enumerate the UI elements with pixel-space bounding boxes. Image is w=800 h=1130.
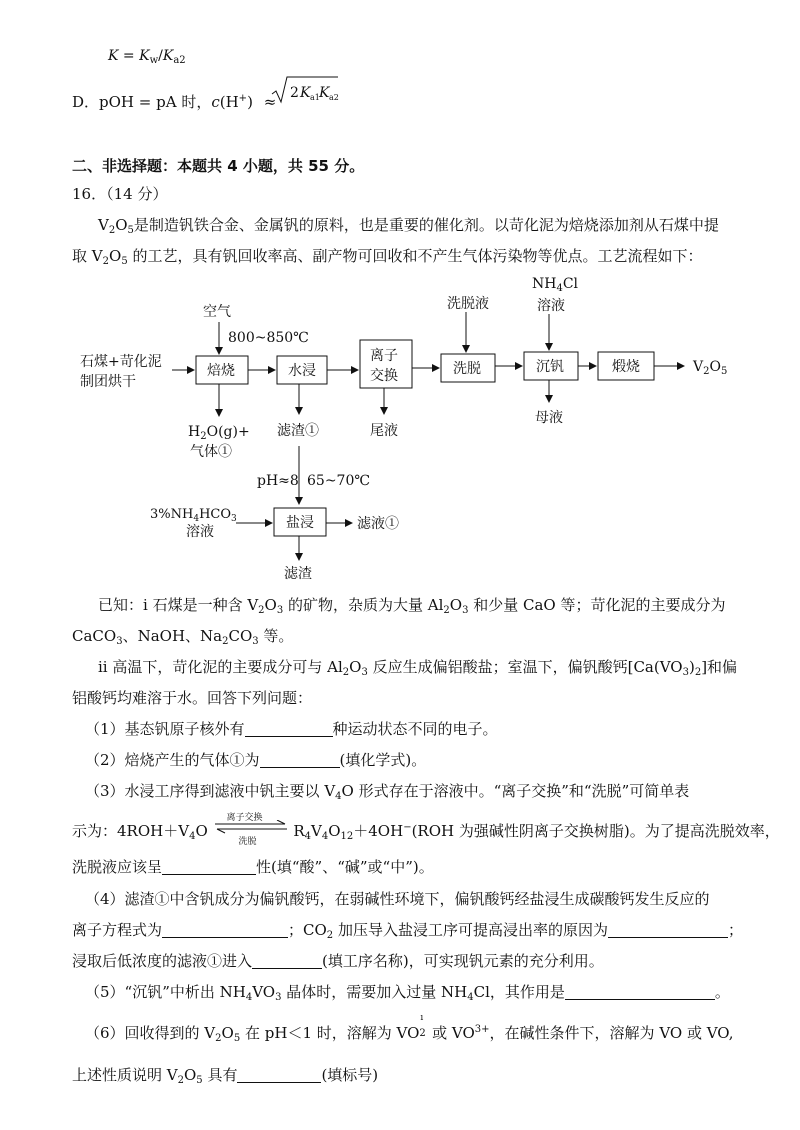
- question-5: （5）“沉钒”中析出 $NH_4VO_3$ 晶体时，需要加入过量 $NH_4Cl$，其作用是 。: [85, 983, 730, 1003]
- question-6-line-1: （6）回收得到的 $V_2O_5$ 在 pH＜1 时，溶解为 VO ı 2 或 $VO^{3+}$，在碱性条件下，溶解为 VO 或 VO,: [85, 1013, 734, 1044]
- question-1: （1）基态钒原子核外有 种运动状态不同的电子。: [85, 720, 498, 738]
- label-nh4cl: $NH_4Cl$: [532, 276, 579, 294]
- known-ii-line-2: 铝酸钙均难溶于水。回答下列问题：: [72, 689, 313, 707]
- question-header: 16．（14 分）: [72, 185, 168, 203]
- section-title: 二、非选择题：本题共 4 小题，共 55 分。: [72, 157, 365, 175]
- box-precipitation-label: 沉钒: [536, 359, 564, 375]
- box-elution-label: 洗脱: [453, 361, 481, 377]
- intro-line-1: $V_2O_5$是制造钒铁合金、金属钒的原料，也是重要的催化剂。以苛化泥为焙烧添加剂从石煤中提: [98, 216, 719, 236]
- question-4-line-2: 离子方程式为 ；$CO_2$ 加压导入盐浸工序可提高浸出率的原因为 ；: [72, 921, 743, 941]
- label-temp2: 65~70℃: [307, 473, 371, 489]
- answer-blank-3[interactable]: [162, 859, 256, 875]
- option-d: D．pOH = pA 时，c(H+) ≈: [72, 93, 277, 111]
- box-ion-exchange-label-1: 离子: [370, 348, 398, 364]
- arrow-label-bottom: 洗脱: [238, 837, 257, 847]
- label-mother-liquor: 母液: [535, 410, 563, 426]
- question-3-line-3: 洗脱液应该呈 性(填“酸”、“碱”或“中”)。: [72, 858, 434, 876]
- question-3-line-1: （3）水浸工序得到滤液中钒主要以 $V_4O$ 形式存在于溶液中。“离子交换”和“洗脱”可简单表: [85, 782, 690, 802]
- answer-blank-4a[interactable]: [162, 922, 288, 938]
- intro-line-2: 取 $V_2O_5$ 的工艺，具有钒回收率高、副产物可回收和不产生气体污染物等优点。工艺流程如下：: [72, 247, 703, 267]
- radical-2: 2: [290, 85, 299, 101]
- answer-blank-5[interactable]: [565, 984, 715, 1000]
- question-4-line-1: （4）滤渣①中含钒成分为偏钒酸钙，在弱碱性环境下，偏钒酸钙经盐浸生成碳酸钙发生反应的: [85, 890, 710, 908]
- question-3-line-2: 示为：$4ROH+V_4O$ 离子交换 洗脱 $R_4V_4O_{12}+4OH^-(ROH$ 为强碱性阴离子交换树脂)。为了提高洗脱效率，: [72, 818, 780, 847]
- answer-blank-6[interactable]: [237, 1067, 321, 1083]
- answer-blank-1[interactable]: [245, 721, 333, 737]
- question-4-line-3: 浸取后低浓度的滤液①进入 (填工序名称)，可实现钒元素的充分利用。: [72, 952, 604, 970]
- answer-blank-4b[interactable]: [608, 922, 728, 938]
- label-residue1: 滤渣①: [277, 423, 319, 439]
- question-6-line-2: 上述性质说明 $V_2O_5$ 具有 (填标号): [72, 1066, 379, 1086]
- label-tail: 尾液: [370, 423, 398, 439]
- label-filtrate1: 滤液①: [357, 516, 399, 532]
- box-water-leach-label: 水浸: [288, 363, 316, 379]
- box-roast-label: 焙烧: [207, 363, 235, 379]
- radical-k1: K: [300, 85, 311, 101]
- known-ii-line-1: ii 高温下，苛化泥的主要成分可与 $Al_2O_3$ 反应生成偏铝酸盐；室温下，偏钒酸钙$[Ca(VO_3)_2]$和偏: [98, 658, 738, 678]
- label-gas-1: $H_2O(g)+$: [188, 424, 250, 442]
- label-air: 空气: [203, 304, 231, 320]
- arrow-label-top: 离子交换: [226, 813, 263, 823]
- label-ph: pH≈8: [257, 473, 299, 489]
- process-flowchart: [0, 270, 800, 590]
- reversible-arrow: [213, 813, 289, 847]
- box-calcine-label: 煅烧: [612, 359, 640, 375]
- radical-k1-sub: a1: [310, 93, 320, 102]
- radical-k2-sub: a2: [329, 93, 339, 102]
- question-2: （2）焙烧产生的气体①为 (填化学式)。: [85, 751, 427, 769]
- answer-blank-4c[interactable]: [252, 953, 322, 969]
- label-raw-1: 石煤+苛化泥: [80, 354, 162, 370]
- label-nh4cl-solution: 溶液: [537, 298, 565, 314]
- label-residue: 滤渣: [284, 566, 312, 582]
- label-gas-2: 气体①: [190, 444, 232, 460]
- known-i-line-2: CaCO$_3$、NaOH、$Na_2CO_3$ 等。: [72, 627, 294, 647]
- label-eluent: 洗脱液: [447, 296, 489, 312]
- label-raw-2: 制团烘干: [80, 374, 136, 390]
- formula-k: $K = K_w/K_{a2}$: [108, 48, 186, 66]
- sqrt-expression: [270, 74, 340, 106]
- label-nh4hco3-solution: 溶液: [186, 524, 214, 540]
- label-nh4hco3: $3\%NH_4HCO_3$: [150, 507, 237, 524]
- box-salt-leach-label: 盐浸: [286, 515, 314, 531]
- label-product: $V_2O_5$: [693, 359, 728, 377]
- radical-k2: K: [319, 85, 330, 101]
- label-temp1: 800~850℃: [228, 330, 309, 346]
- known-i-line-1: 已知：i 石煤是一种含 $V_2O_3$ 的矿物，杂质为大量 $Al_2O_3$ 和少量 CaO 等；苛化泥的主要成分为: [98, 596, 726, 616]
- box-ion-exchange-label-2: 交换: [370, 368, 398, 384]
- answer-blank-2[interactable]: [260, 752, 340, 768]
